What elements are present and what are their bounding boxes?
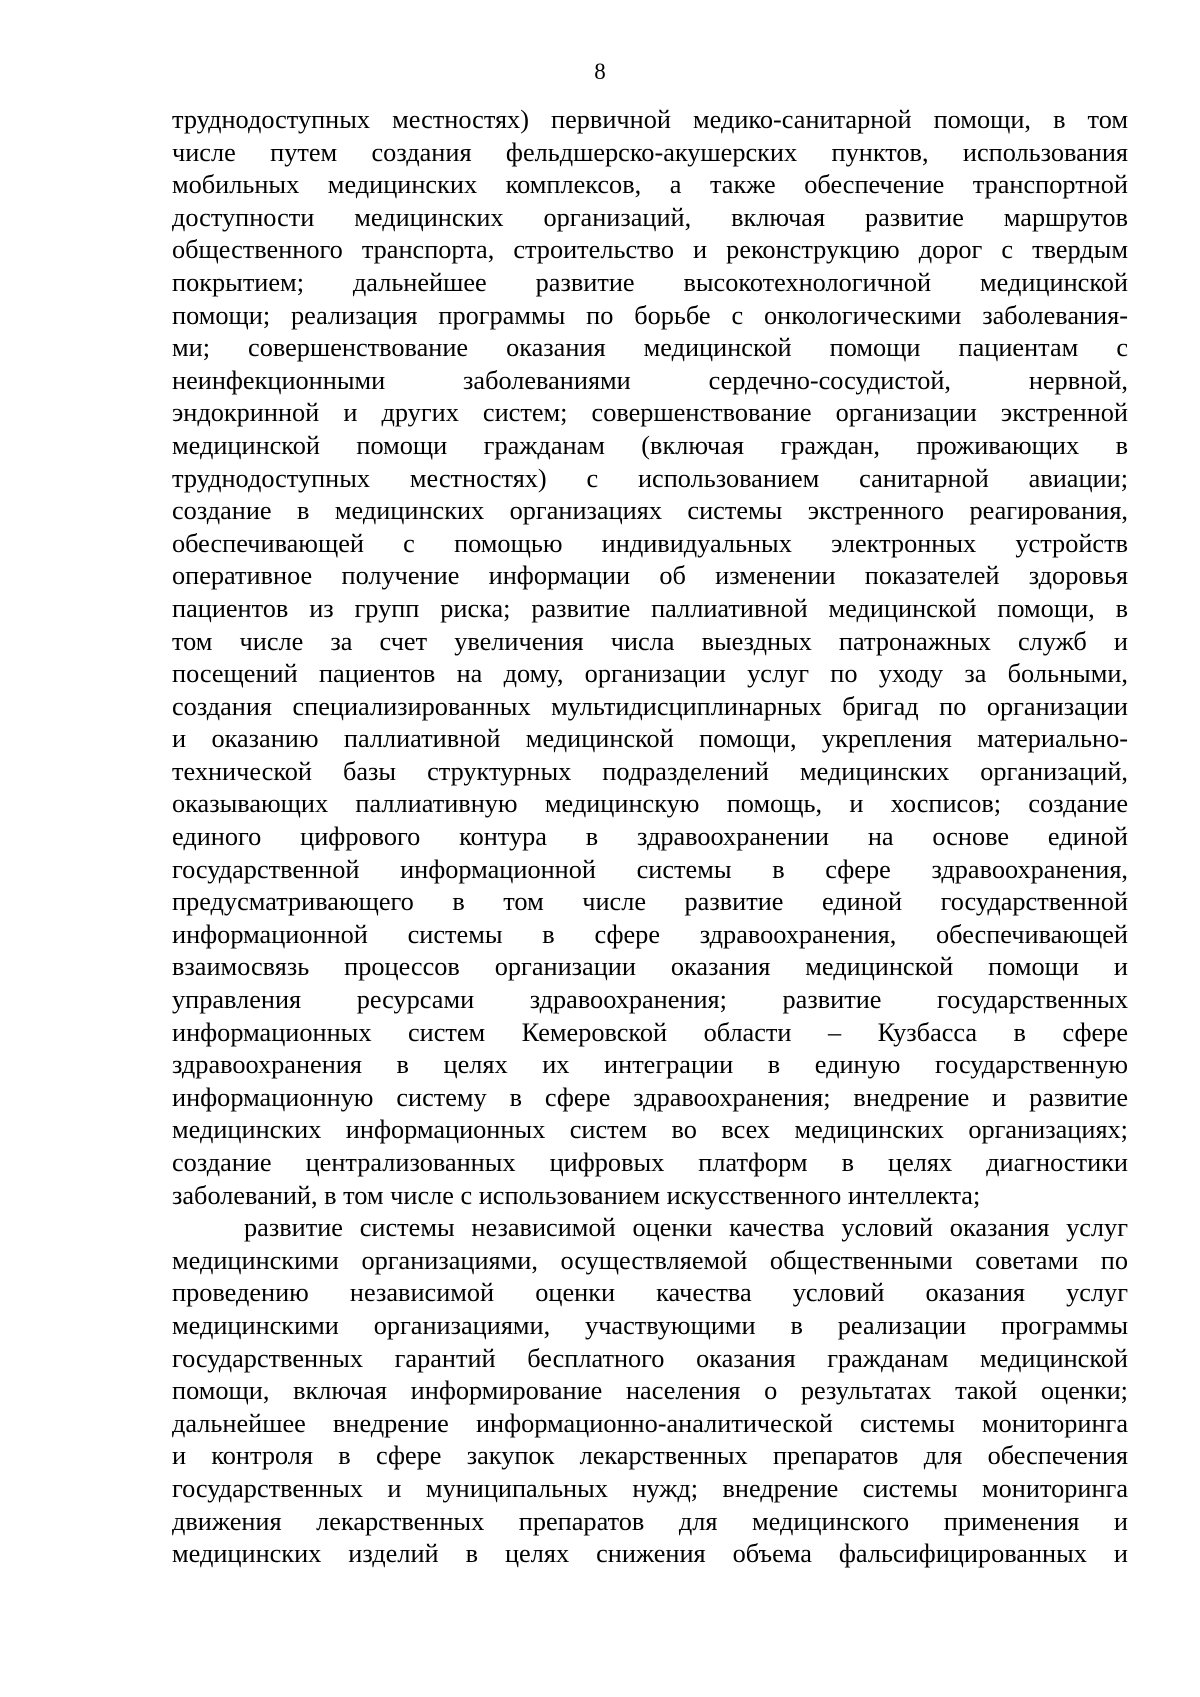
text-line: медицинских изделий в целях снижения объема фальсифицированных и	[172, 1539, 1128, 1569]
paragraph-1	[172, 104, 1128, 1212]
text-line: создание централизованных цифровых платформ в целях диагностики	[172, 1148, 1128, 1177]
text-line: числе путем создания фельдшерско-акушерских пунктов, использования	[172, 137, 1128, 167]
text-line: дальнейшее внедрение информационно-аналитической системы мониторинга	[172, 1408, 1128, 1438]
text-line: государственных и муниципальных нужд; внедрение системы мониторинга	[172, 1473, 1128, 1503]
text-line: управления ресурсами здравоохранения; развитие государственных	[172, 985, 1128, 1015]
text-line: проведению независимой оценки качества условий оказания услуг	[172, 1278, 1128, 1308]
text-line: мобильных медицинских комплексов, а также обеспечение транспортной	[172, 170, 1128, 200]
page-number: 8	[594, 59, 606, 84]
text-line: неинфекционными заболеваниями сердечно-сосудистой, нервной,	[172, 365, 1128, 395]
text-line: ми; совершенствование оказания медицинской помощи пациентам с	[172, 333, 1128, 363]
text-line: развитие системы независимой оценки качества условий оказания услуг	[244, 1213, 1128, 1243]
text-line: информационной системы в сфере здравоохранения, обеспечивающей	[172, 919, 1128, 949]
document-body	[172, 104, 1128, 1571]
paragraph-2	[172, 1212, 1128, 1571]
text-line: предусматривающего в том числе развитие единой государственной	[172, 887, 1128, 917]
text-line: оперативное получение информации об изменении показателей здоровья	[172, 561, 1128, 591]
text-line: покрытием; дальнейшее развитие высокотехнологичной медицинской	[172, 267, 1128, 297]
text-line: движения лекарственных препаратов для медицинского применения и	[172, 1506, 1128, 1536]
text-line: труднодоступных местностях) с использованием санитарной авиации;	[172, 463, 1128, 493]
text-line: медицинских информационных систем во всех медицинских организациях;	[172, 1115, 1128, 1145]
text-line: заболеваний, в том числе с использованием искусственного интеллекта;	[172, 1180, 981, 1210]
text-line: помощи, включая информирование населения о результатах такой оценки;	[172, 1376, 1128, 1406]
text-line: и контроля в сфере закупок лекарственных препаратов для обеспечения	[172, 1441, 1128, 1471]
text-line: здравоохранения в целях их интеграции в единую государственную	[172, 1050, 1128, 1080]
text-line: создания специализированных мультидисциплинарных бригад по организации	[172, 691, 1128, 721]
text-line: обеспечивающей с помощью индивидуальных электронных устройств	[172, 528, 1128, 558]
text-line: оказывающих паллиативную медицинскую помощь, и хосписов; создание	[172, 789, 1128, 819]
text-line: том числе за счет увеличения числа выездных патронажных служб и	[172, 626, 1128, 656]
text-line: единого цифрового контура в здравоохранении на основе единой	[172, 822, 1128, 852]
text-line: информационных систем Кемеровской области – Кузбасса в сфере	[172, 1017, 1128, 1047]
text-line: медицинскими организациями, осуществляемой общественными советами по	[172, 1245, 1128, 1275]
text-line: посещений пациентов на дому, организации услуг по уходу за больными,	[172, 659, 1128, 689]
text-line: медицинской помощи гражданам (включая граждан, проживающих в	[172, 430, 1128, 460]
text-line: и оказанию паллиативной медицинской помощи, укрепления материально-	[172, 724, 1128, 754]
text-line: пациентов из групп риска; развитие паллиативной медицинской помощи, в	[172, 593, 1128, 623]
text-line: создание в медицинских организациях системы экстренного реагирования,	[172, 496, 1128, 526]
text-line: информационную систему в сфере здравоохранения; внедрение и развитие	[172, 1082, 1128, 1112]
text-line: доступности медицинских организаций, включая развитие маршрутов	[172, 202, 1128, 232]
text-line: государственной информационной системы в сфере здравоохранения,	[172, 854, 1128, 884]
text-line: помощи; реализация программы по борьбе с онкологическими заболевания-	[172, 300, 1128, 330]
text-line: общественного транспорта, строительство и реконструкцию дорог с твердым	[172, 235, 1128, 265]
text-line: труднодоступных местностях) первичной медико-санитарной помощи, в том	[172, 105, 1128, 134]
text-line: медицинскими организациями, участвующими в реализации программы	[172, 1310, 1128, 1340]
text-line: взаимосвязь процессов организации оказания медицинской помощи и	[172, 952, 1128, 982]
text-line: государственных гарантий бесплатного оказания гражданам медицинской	[172, 1343, 1128, 1373]
text-line: эндокринной и других систем; совершенствование организации экстренной	[172, 398, 1128, 428]
text-line: технической базы структурных подразделений медицинских организаций,	[172, 756, 1128, 786]
